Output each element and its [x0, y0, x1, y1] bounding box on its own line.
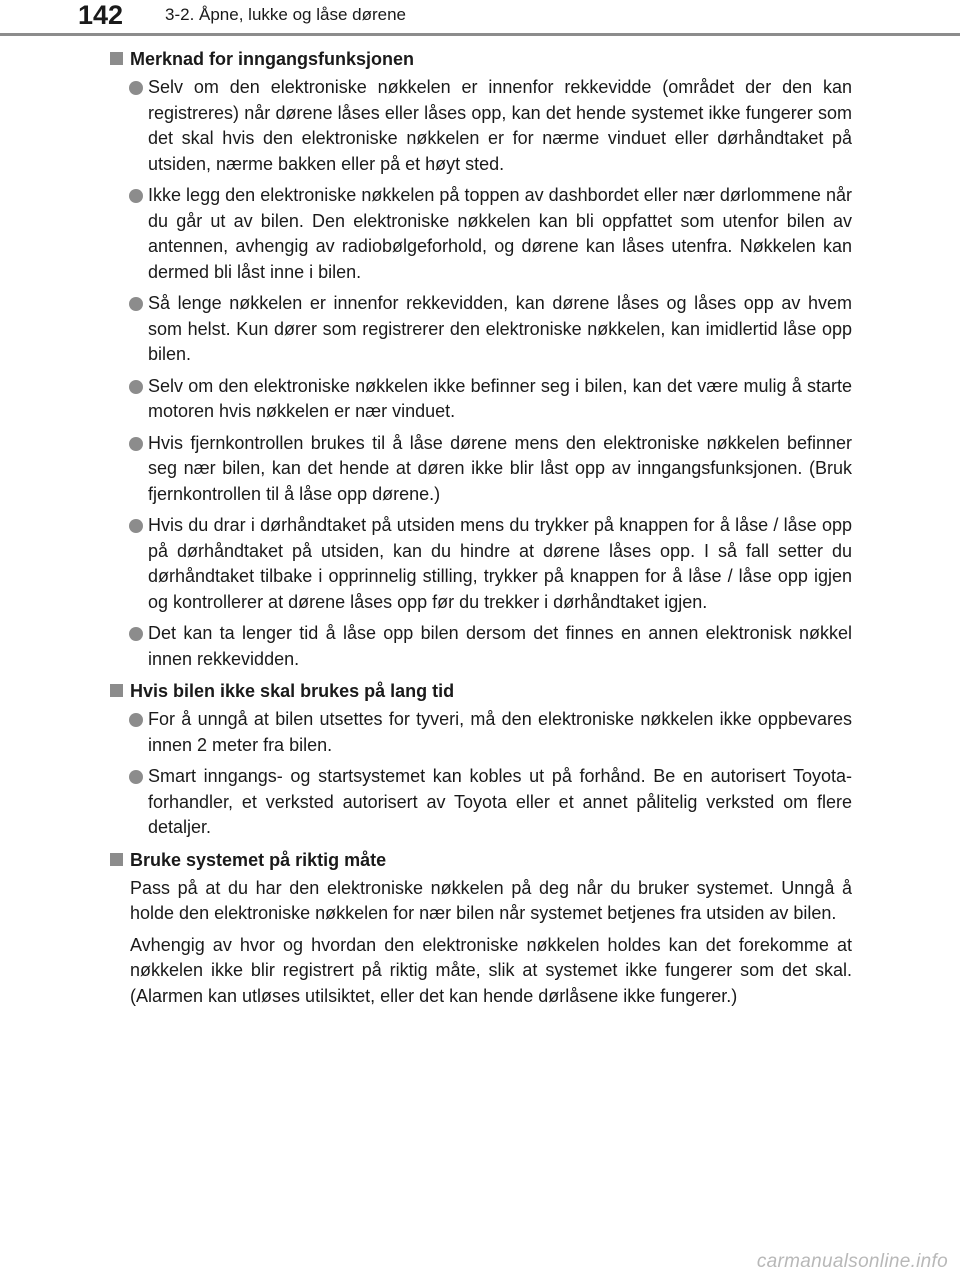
section-heading-text: Merknad for inngangsfunksjonen — [130, 49, 415, 69]
circle-bullet-icon — [129, 380, 143, 394]
list-item-text: For å unngå at bilen utsettes for tyveri, må den elektroniske nøkkelen ikke oppbevares innen 2 meter fra bilen. — [148, 709, 852, 755]
list-item-text: Så lenge nøkkelen er innenfor rekkevidden, kan dørene låses og låses opp av hvem som helst. Kun dører som registrerer den elektroniske nøkkelen, kan imidlertid låse opp bilen. — [148, 293, 852, 364]
page-header — [0, 0, 960, 40]
section-heading-text: Bruke systemet på riktig måte — [130, 849, 387, 870]
circle-bullet-icon — [129, 713, 143, 727]
section-correct-usage — [110, 847, 852, 1010]
square-bullet-icon — [110, 52, 123, 65]
circle-bullet-icon — [129, 519, 143, 533]
list-item-text: Selv om den elektroniske nøkkelen er innenfor rekkevidde (området der den kan registreres) når dørene låses eller låses opp, kan det hende systemet ikke fungerer som det skal hvis den elektroniske nøkkelen er for nærme vinduet eller dørhåndtaket på utsiden, nærme bakken eller på et høyt sted. — [148, 77, 852, 174]
list-item — [110, 183, 852, 285]
circle-bullet-icon — [129, 297, 143, 311]
list-item — [110, 621, 852, 672]
list-item-text: Ikke legg den elektroniske nøkkelen på toppen av dashbordet eller nær dørlommene når du går ut av bilen. Den elektroniske nøkkelen kan bli oppfattet som utenfor bilen av antennen, avhengig av radiobølgeforhold, og dørene kan låses utenfra. Nøkkelen kan dermed bli låst inne i bilen. — [148, 185, 852, 282]
watermark: carmanualsonline.info — [756, 1251, 948, 1272]
paragraph: Avhengig av hvor og hvordan den elektroniske nøkkelen holdes kan det forekomme at nøkkelen ikke blir registrert på riktig måte, slik at systemet ikke fungerer som det skal. (Alarmen kan utløses utilsiktet, eller det kan hende dørlåsene ikke fungerer.) — [130, 934, 852, 1006]
page-content — [110, 46, 852, 1015]
list-item-text: Hvis du drar i dørhåndtaket på utsiden mens du trykker på knappen for å låse / låse opp på dørhåndtaket på utsiden, kan du hindre at dørene låses opp. I så fall setter du dørhåndtaket tilbake i opprinnelig stilling, trykker på knappen for å låse / låse opp igjen og kontrollerer at dørene låses opp før du trekker i dørhåndtaket igjen. — [148, 515, 852, 612]
section-heading-text: Hvis bilen ikke skal brukes på lang tid — [130, 681, 455, 701]
header-divider — [0, 33, 960, 36]
list-item-text: Smart inngangs- og startsystemet kan kobles ut på forhånd. Be en autorisert Toyota-forhandler, et verksted autorisert av Toyota eller et annet pålitelig verksted om flere detaljer. — [148, 766, 852, 837]
page-number: 142 — [78, 0, 124, 30]
circle-bullet-icon — [129, 627, 143, 641]
list-item-text: Selv om den elektroniske nøkkelen ikke befinner seg i bilen, kan det være mulig å starte motoren hvis nøkkelen er nær vinduet. — [148, 375, 852, 421]
section-heading — [110, 847, 852, 873]
list-item — [110, 764, 852, 841]
list-item — [110, 707, 852, 758]
section-entry-function-note — [110, 46, 852, 672]
list-item — [110, 291, 852, 368]
list-item — [110, 431, 852, 508]
square-bullet-icon — [110, 853, 123, 866]
section-long-term-storage — [110, 678, 852, 841]
circle-bullet-icon — [129, 437, 143, 451]
chapter-title: 3-2. Åpne, lukke og låse dørene — [165, 5, 406, 24]
circle-bullet-icon — [129, 770, 143, 784]
circle-bullet-icon — [129, 81, 143, 95]
section-heading — [110, 46, 852, 72]
list-item-text: Hvis fjernkontrollen brukes til å låse dørene mens den elektroniske nøkkelen befinner seg nær bilen, kan det hende at døren ikke blir låst opp av inngangsfunksjonen. (Bruk fjernkontrollen til å låse opp dørene.) — [148, 432, 852, 504]
paragraph: Pass på at du har den elektroniske nøkkelen på deg når du bruker systemet. Unngå å holde den elektroniske nøkkelen for nær bilen når systemet betjenes fra utsiden av bilen. — [130, 877, 852, 923]
list-item — [110, 75, 852, 177]
section-heading — [110, 678, 852, 704]
list-item — [110, 513, 852, 615]
list-item — [110, 374, 852, 425]
square-bullet-icon — [110, 684, 123, 697]
list-item-text: Det kan ta lenger tid å låse opp bilen dersom det finnes en annen elektronisk nøkkel innen rekkevidden. — [148, 623, 852, 669]
circle-bullet-icon — [129, 189, 143, 203]
